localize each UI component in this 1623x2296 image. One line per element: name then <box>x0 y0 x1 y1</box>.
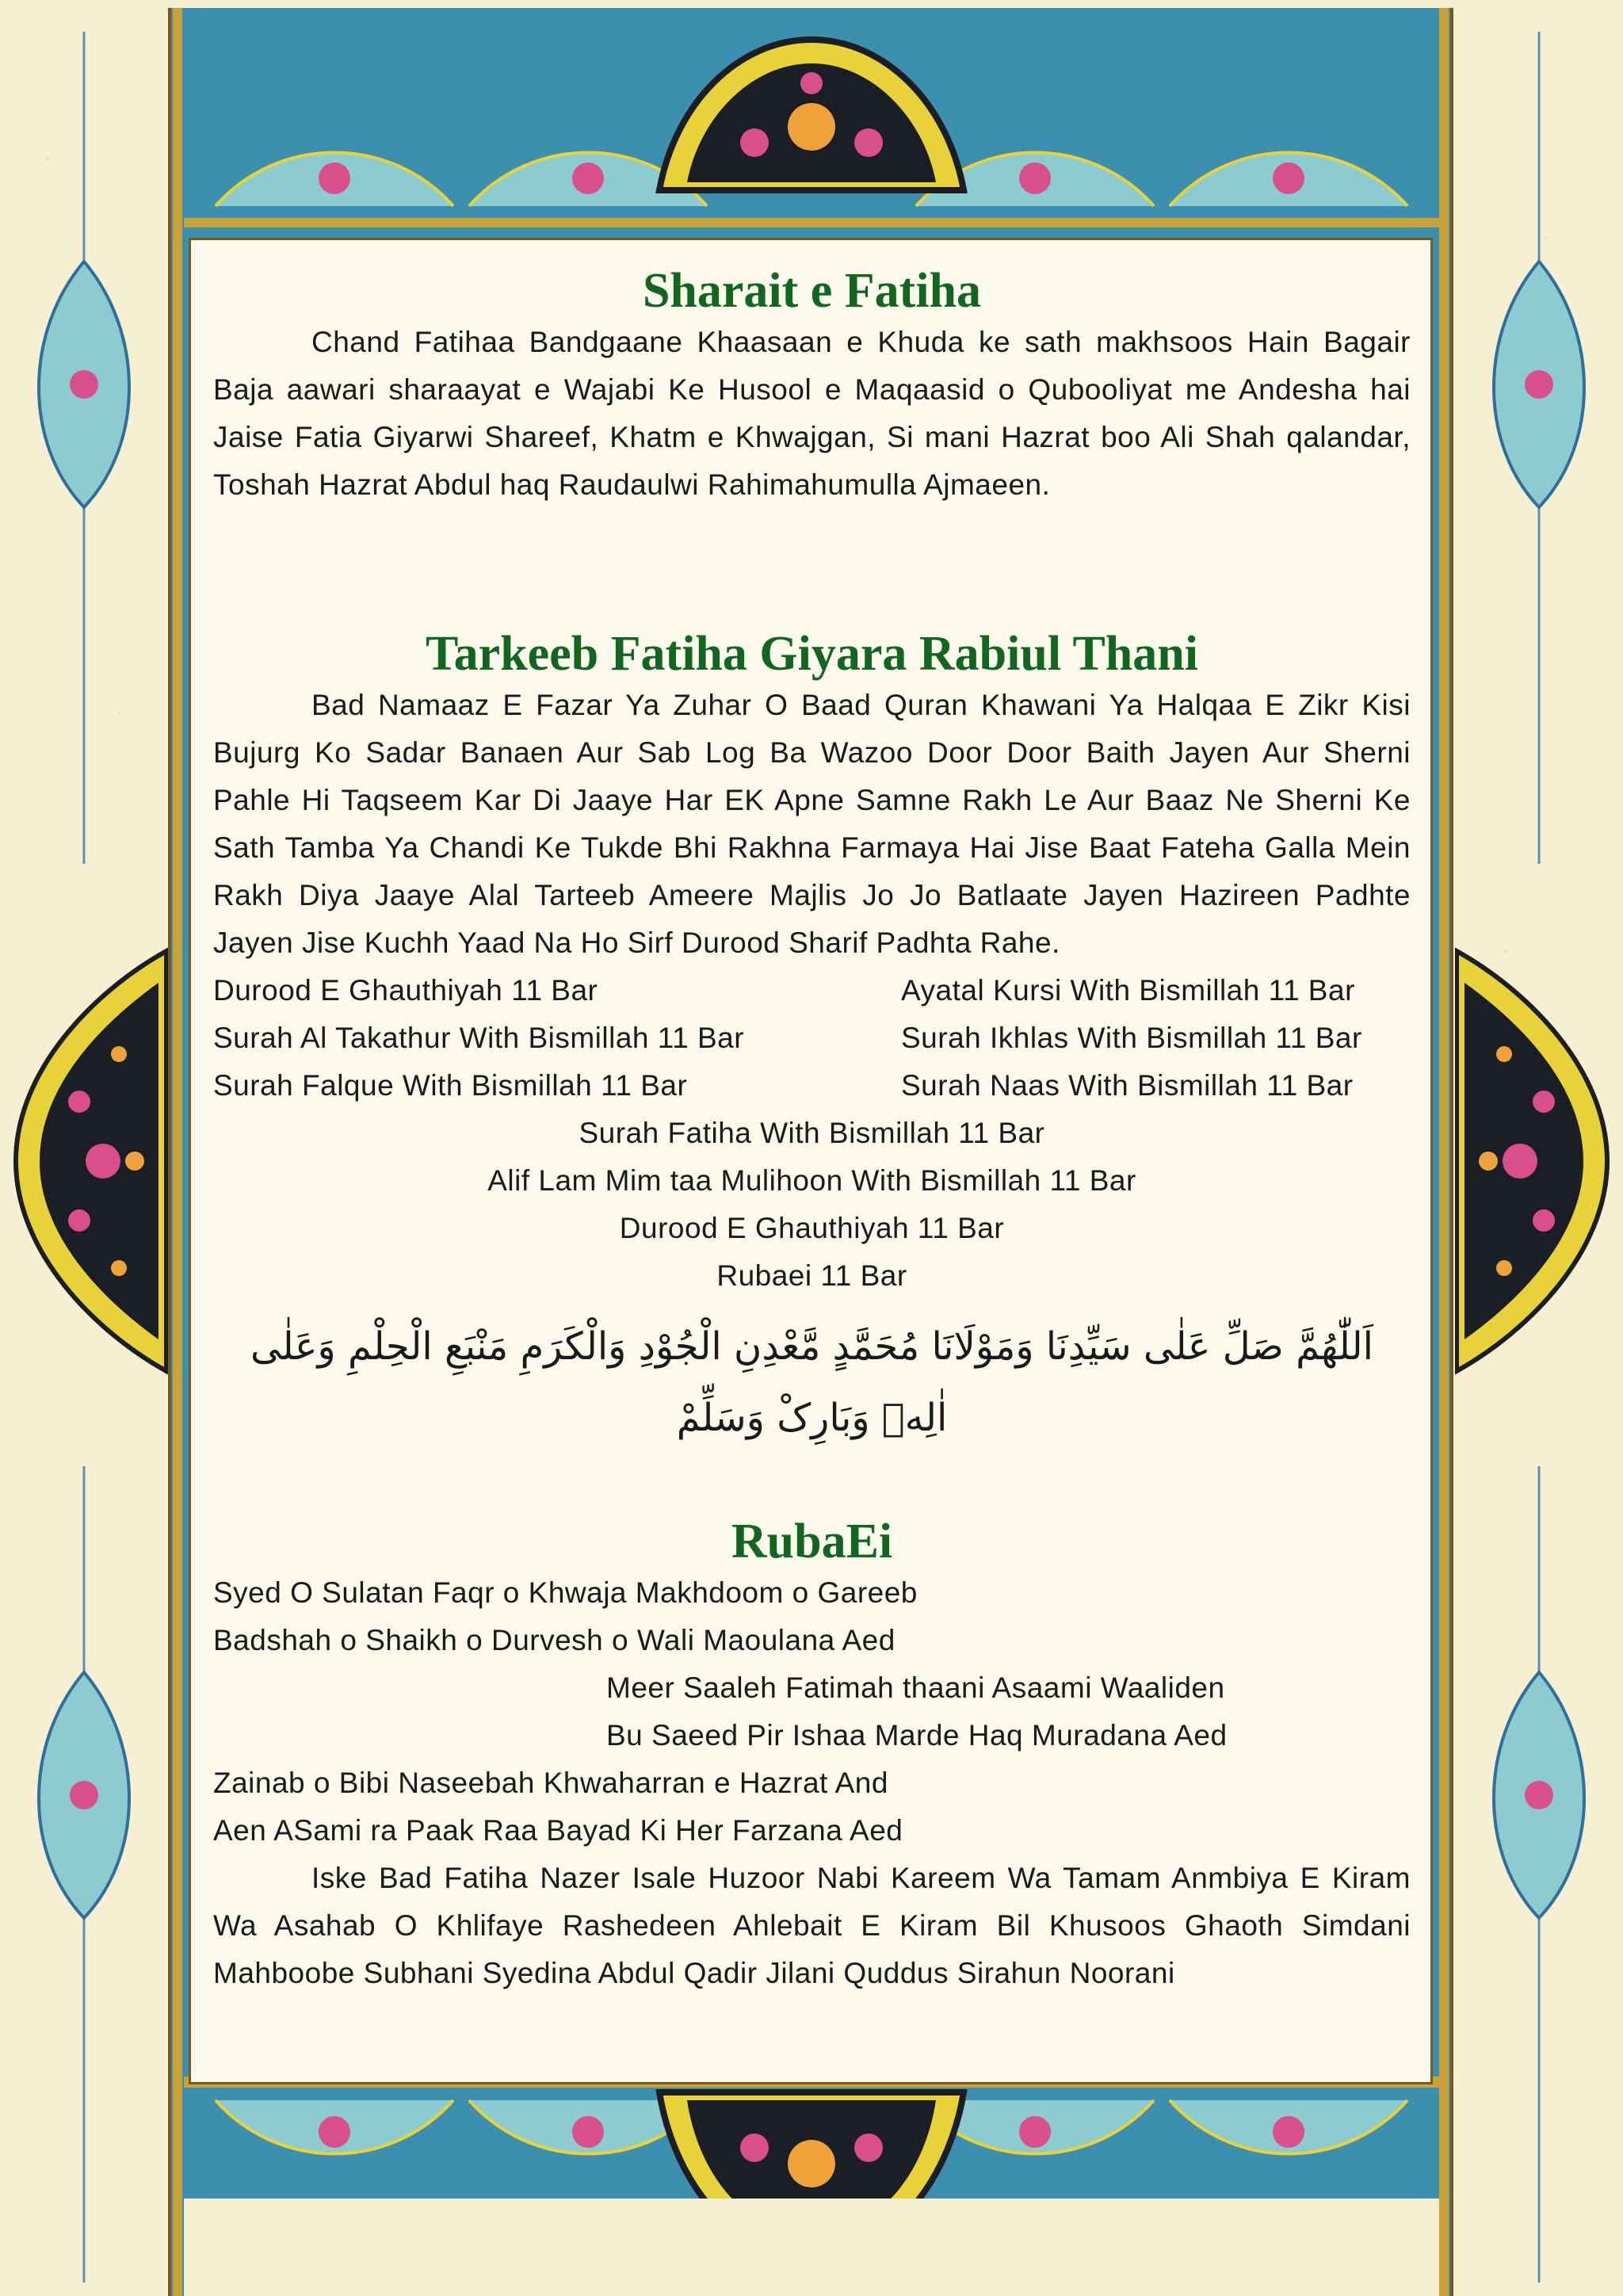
list-item: Surah Ikhlas With Bismillah 11 Bar <box>901 1022 1362 1054</box>
right-border-ornament <box>1455 0 1623 2296</box>
verse-line: Badshah o Shaikh o Durvesh o Wali Maoulana Aed <box>213 1624 896 1656</box>
list-item: Rubaei 11 Bar <box>716 1259 907 1292</box>
frame-gold-line-left <box>173 8 182 2296</box>
bottom-ornament-band <box>184 2076 1439 2296</box>
arabic-durood: اَللّٰھُمَّ صَلِّ عَلٰی سَیِّدِنَا وَمَوْلَانَا مُحَمَّدٍ مَّعْدِنِ الْجُوْدِ وَالْکَرَمِ مَنْبَعِ الْحِلْمِ وَعَلٰی اٰلِهٖ وَبَارِکْ وَسَلِّمْ <box>250 1324 1373 1440</box>
list-item: Surah Al Takathur With Bismillah 11 Bar <box>213 1022 745 1054</box>
paragraph-tarkeeb-text: Bad Namaaz E Fazar Ya Zuhar O Baad Quran Khawani Ya Halqaa E Zikr Kisi Bujurg Ko Sadar Banaen Aur Sab Log Ba Wazoo Door Door Baith Jayen Aur Sherni Pahle Hi Taqseem Kar Di Jaaye Har EK Apne Samne Rakh Le Aur Baaz Ne Sherni Ke Sath Tamba Ya Chandi Ke Tukde Bhi Rakhna Farmaya Hai Jise Baat Fateha Galla Mein Rakh Diya Jaaye Alal Tarteeb Ameere Majlis Jo Jo Batlaate Jayen Hazireen Padhte Jayen Jise Kuchh Yaad Na Ho Sirf Durood Sharif Padhta Rahe. <box>213 689 1411 959</box>
heading-rubaei: RubaEi <box>731 1515 893 1568</box>
paragraph-sharait <box>213 319 1411 509</box>
paragraph-fatiha-nazer-text: Iske Bad Fatiha Nazer Isale Huzoor Nabi Kareem Wa Tamam Anmbiya E Kiram Wa Asahab O Khlifaye Rashedeen Ahlebait E Kiram Bil Khusoos Ghaoth Simdani Mahboobe Subhani Syedina Abdul Qadir Jilani Quddus Sirahun Noorani <box>213 1862 1411 1989</box>
verse-line: Zainab o Bibi Naseebah Khwaharran e Hazrat And <box>213 1767 888 1799</box>
list-item: Alif Lam Mim taa Mulihoon With Bismillah 11 Bar <box>487 1164 1136 1197</box>
frame-gold-line-right <box>1439 8 1449 2296</box>
verse-line: Bu Saeed Pir Ishaa Marde Haq Muradana Aed <box>606 1719 1228 1752</box>
list-item: Surah Fatiha With Bismillah 11 Bar <box>579 1117 1045 1149</box>
list-item: Durood E Ghauthiyah 11 Bar <box>213 974 598 1007</box>
recitation-two-column-list <box>213 967 1411 1110</box>
verse-line: Meer Saaleh Fatimah thaani Asaami Waaliden <box>606 1671 1225 1704</box>
heading-sharait: Sharait e Fatiha <box>642 264 982 318</box>
heading-tarkeeb: Tarkeeb Fatiha Giyara Rabiul Thani <box>426 627 1198 681</box>
verse-line: Aen ASami ra Paak Raa Bayad Ki Her Farzana Aed <box>213 1814 903 1847</box>
verse-line: Syed O Sulatan Faqr o Khwaja Makhdoom o Gareeb <box>213 1576 918 1609</box>
left-border-ornament <box>0 0 168 2296</box>
list-item: Durood E Ghauthiyah 11 Bar <box>619 1212 1005 1244</box>
top-ornament-band <box>184 8 1439 238</box>
paragraph-tarkeeb <box>213 682 1411 967</box>
list-item: Ayatal Kursi With Bismillah 11 Bar <box>901 974 1355 1007</box>
list-item: Surah Falque With Bismillah 11 Bar <box>213 1069 688 1102</box>
paragraph-fatiha-nazer <box>213 1855 1411 1997</box>
page-content <box>213 254 1411 1997</box>
paragraph-sharait-text: Chand Fatihaa Bandgaane Khaasaan e Khuda ke sath makhsoos Hain Bagair Baja aawari sharaayat e Wajabi Ke Husool e Maqaasid o Qubooliyat me Andesha hai Jaise Fatia Giyarwi Shareef, Khatm e Khwajgan, Si mani Hazrat boo Ali Shah qalandar, Toshah Hazrat Abdul haq Raudaulwi Rahimahumulla Ajmaeen. <box>213 326 1411 501</box>
list-item: Surah Naas With Bismillah 11 Bar <box>901 1069 1354 1102</box>
